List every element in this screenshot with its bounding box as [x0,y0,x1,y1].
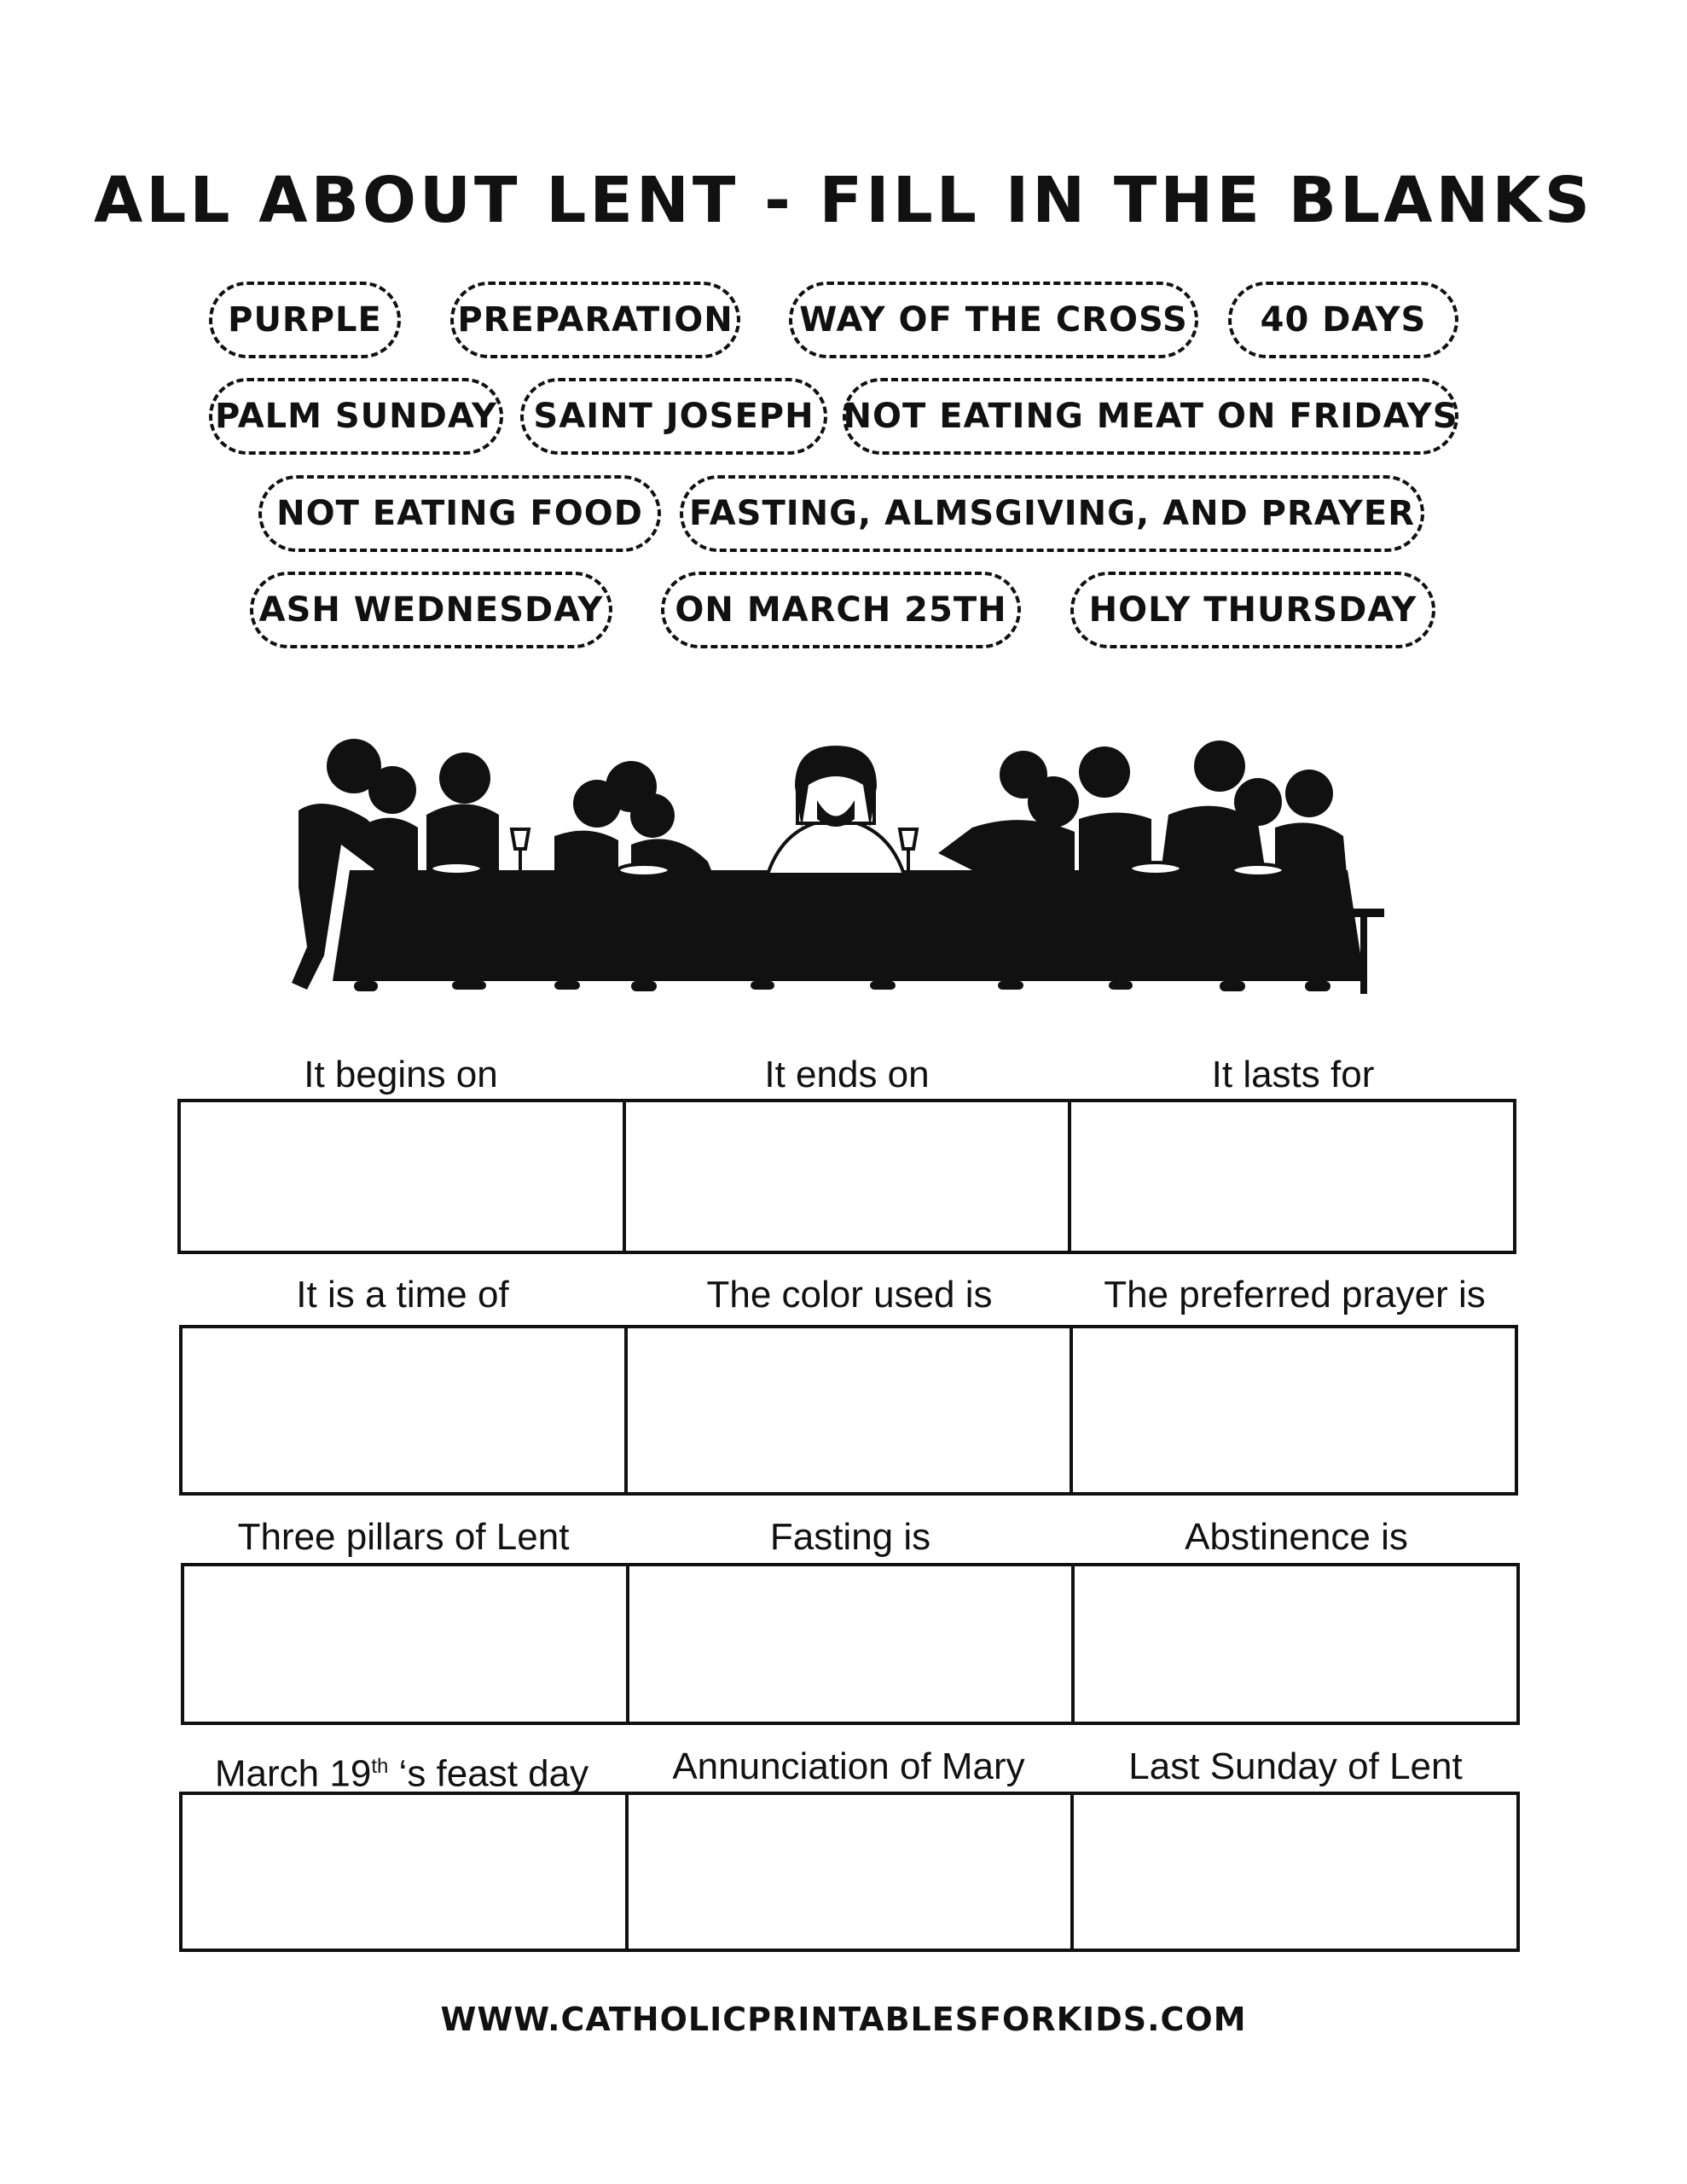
answer-box[interactable] [626,1102,1071,1251]
last-supper-illustration [273,734,1416,1007]
answer-box[interactable] [183,1795,629,1949]
website-footer: WWW.CATHOLICPRINTABLESFORKIDS.COM [440,2001,1247,2038]
question-label: Annunciation of Mary [672,1745,1025,1787]
word-chip[interactable]: PALM SUNDAY [209,378,503,455]
word-chip[interactable]: HOLY THURSDAY [1070,572,1435,648]
word-chip[interactable]: ASH WEDNESDAY [250,572,612,648]
question-label [179,1743,624,1795]
answer-box[interactable] [1075,1566,1516,1722]
word-chip[interactable]: NOT EATING MEAT ON FRIDAYS [843,378,1458,455]
answer-box[interactable] [184,1566,629,1722]
question-label-text: March 19 [214,1752,372,1795]
word-chip[interactable]: 40 DAYS [1228,282,1458,358]
answer-row [179,1792,1520,1952]
question-label: It ends on [764,1054,930,1095]
ordinal-suffix: th [371,1755,389,1778]
page-title: ALL ABOUT LENT - FILL IN THE BLANKS [93,164,1594,237]
answer-row [177,1099,1516,1254]
word-chip[interactable]: PURPLE [209,282,401,358]
answer-box[interactable] [181,1102,626,1251]
word-chip[interactable]: SAINT JOSEPH [520,378,827,455]
question-label: It begins on [304,1054,498,1095]
question-label: It lasts for [1211,1054,1375,1095]
question-label: Three pillars of Lent [237,1516,570,1558]
answer-box[interactable] [629,1566,1075,1722]
answer-box[interactable] [1073,1328,1515,1492]
word-chip[interactable]: ON MARCH 25TH [661,572,1021,648]
answer-box[interactable] [629,1795,1075,1949]
answer-row [181,1563,1520,1725]
question-label: Abstinence is [1185,1516,1408,1558]
answer-row [179,1325,1518,1496]
answer-box[interactable] [628,1328,1073,1492]
word-chip[interactable]: NOT EATING FOOD [258,475,661,552]
answer-box[interactable] [1074,1795,1516,1949]
question-label: It is a time of [296,1274,509,1316]
answer-box[interactable] [1071,1102,1513,1251]
question-label: The preferred prayer is [1104,1274,1486,1316]
answer-box[interactable] [183,1328,628,1492]
word-chip[interactable]: FASTING, ALMSGIVING, AND PRAYER [680,475,1424,552]
question-label: Last Sunday of Lent [1128,1745,1463,1787]
word-chip[interactable]: PREPARATION [450,282,740,358]
question-label: The color used is [706,1274,993,1316]
question-label: Fasting is [769,1516,931,1558]
word-chip[interactable]: WAY OF THE CROSS [789,282,1198,358]
question-label-suffix: ‘s feast day [388,1752,589,1795]
